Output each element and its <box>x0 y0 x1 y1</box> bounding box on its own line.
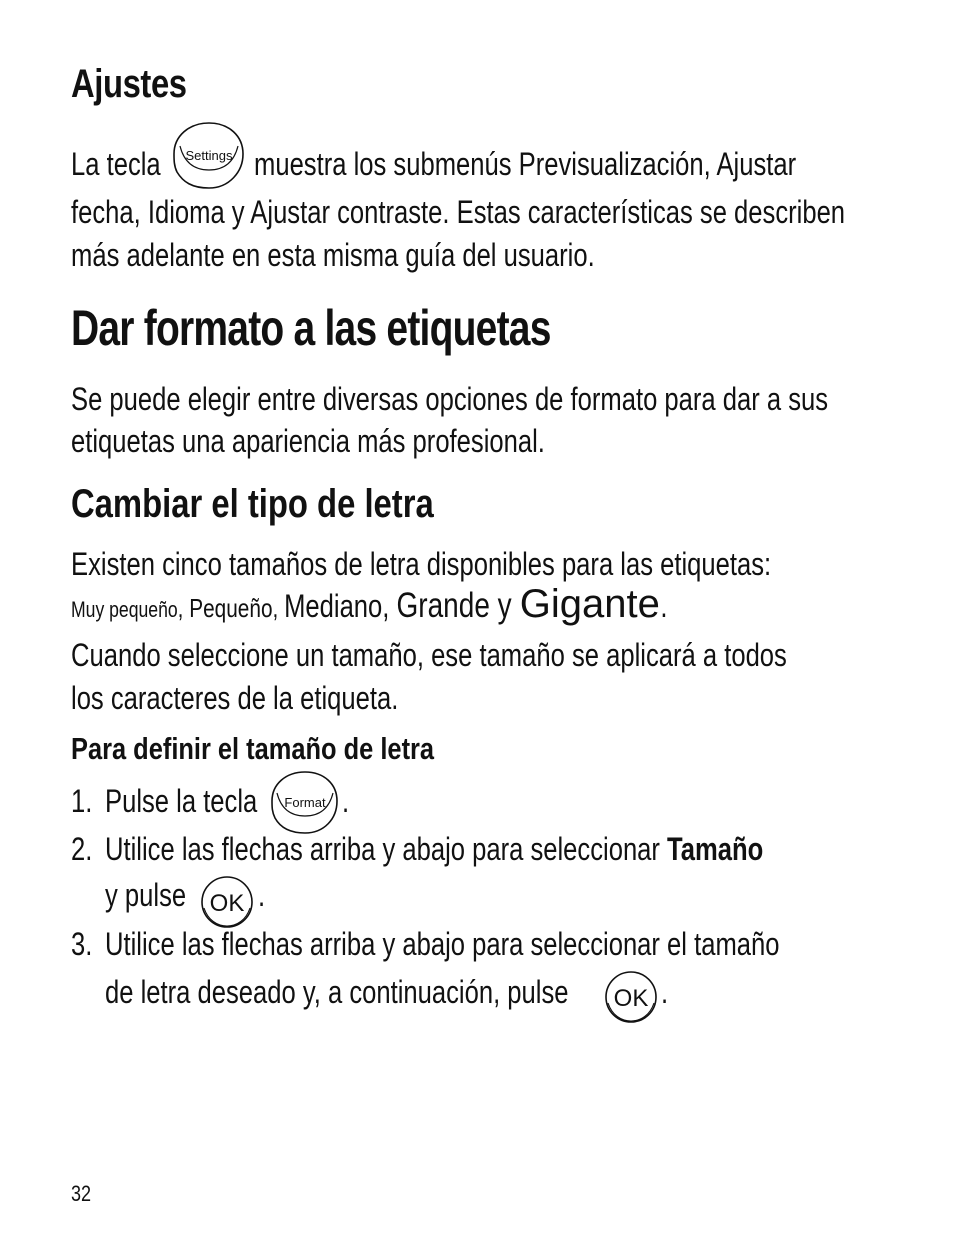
formato-line-1: Se puede elegir entre diversas opciones de formato para dar a sus <box>71 381 829 417</box>
ajustes-line-1a: La tecla <box>71 146 161 182</box>
svg-text:Settings: Settings <box>185 148 233 163</box>
step-3-line-2: de letra deseado y, a continuación, pulse <box>105 974 569 1010</box>
step-3-end: . <box>661 974 669 1010</box>
step-1-text: Pulse la tecla <box>105 783 258 819</box>
size-pequeno: Pequeño <box>189 593 273 623</box>
svg-text:OK: OK <box>613 985 649 1012</box>
page-number: 32 <box>71 1181 92 1206</box>
step-1-end: . <box>342 783 350 819</box>
ok-key-icon-2 <box>602 969 660 1025</box>
settings-key-icon <box>172 120 246 192</box>
step-2-line-2: y pulse <box>105 877 187 913</box>
size-gigante: Gigante <box>519 582 660 626</box>
size-sep-3: , <box>382 588 397 624</box>
step-2-number: 2. <box>71 831 93 867</box>
section-heading-ajustes: Ajustes <box>71 62 187 106</box>
size-sep-2: , <box>272 593 285 623</box>
step-3-line-1: Utilice las flechas arriba y abajo para seleccionar el tamaño <box>105 926 780 962</box>
ajustes-line-2: fecha, Idioma y Ajustar contraste. Estas características se describen <box>71 194 846 230</box>
step-2-bold-tamano: Tamaño <box>667 831 764 867</box>
size-muy-pequeno: Muy pequeño <box>71 597 178 622</box>
step-1-number: 1. <box>71 783 93 819</box>
letra-line-1: Existen cinco tamaños de letra disponibles para las etiquetas: <box>71 546 772 582</box>
ok-key-icon <box>198 874 256 930</box>
svg-text:Format: Format <box>284 795 326 810</box>
ajustes-line-3: más adelante en esta misma guía del usuario. <box>71 237 595 273</box>
size-grande: Grande y <box>396 586 520 625</box>
svg-text:OK: OK <box>209 890 245 917</box>
ajustes-line-1b: muestra los submenús Previsualización, Ajustar <box>254 146 797 182</box>
step-3-number: 3. <box>71 926 93 962</box>
format-key-icon <box>270 769 340 837</box>
step-2-text <box>105 831 763 867</box>
size-end: . <box>660 588 668 624</box>
section-heading-formato: Dar formato a las etiquetas <box>71 300 551 356</box>
letra-line-3: Cuando seleccione un tamaño, ese tamaño se aplicará a todos <box>71 637 787 673</box>
letra-line-4: los caracteres de la etiqueta. <box>71 680 399 716</box>
section-heading-letra: Cambiar el tipo de letra <box>71 482 434 526</box>
step-2-end: . <box>258 877 266 913</box>
formato-line-2: etiquetas una apariencia más profesional. <box>71 423 545 459</box>
size-sep-1: , <box>177 593 190 623</box>
size-mediano: Mediano <box>284 588 383 624</box>
font-size-samples <box>71 582 667 632</box>
procedure-heading: Para definir el tamaño de letra <box>71 731 435 766</box>
step-2-text-main: Utilice las flechas arriba y abajo para seleccionar <box>105 831 668 867</box>
